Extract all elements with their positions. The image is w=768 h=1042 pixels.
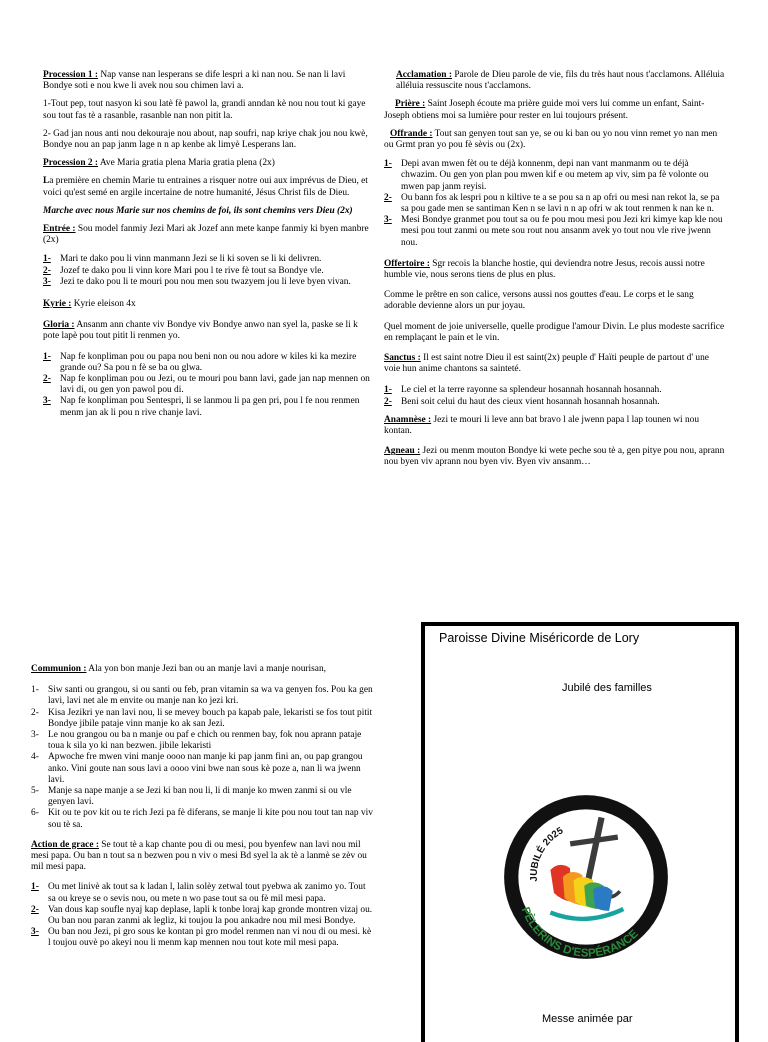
item-number: 3- — [31, 730, 39, 741]
list-item — [43, 254, 373, 265]
item-text: Ou met linivè ak tout sa k ladan l, lalin solèy zetwal tout pyebwa ak zanimo yo. Tout sa ou kreye se o sevis nou, ou mete n wo pase tout sa ou fè mil mesi papa. — [48, 882, 366, 904]
kyrie-block — [43, 299, 373, 310]
action-label: Action de grace : — [31, 839, 99, 850]
item-text: Beni soit celui du haut des cieux vient hosannah hosannah hosannah. — [401, 396, 660, 407]
item-number: 3- — [384, 215, 392, 226]
communion-block — [31, 664, 373, 675]
item-text: Van dous kap soufle nyaj kap deplase, lapli k tonbe loraj kap gronde montren vizaj ou. Ou ban nou paran zanmi ak legliz, ki toujou la pou ankadre nou mil mesi Bondye. — [48, 904, 373, 927]
item-text: Siw santi ou grangou, si ou santi ou feb, pran vitamin sa wa va genyen fos. Pou ka gen lavi, lavi net ale m envite ou manje nan ko jezi kri. — [48, 685, 373, 707]
acclamation-block — [384, 70, 726, 92]
item-number: 1- — [43, 351, 51, 362]
communion-list — [31, 685, 373, 831]
list-item — [43, 266, 373, 277]
item-text: Ou bann fos ak lespri pou n kiltive te a se pou sa n ap ofri ou mesi nan rekot la, se pa sa pou gade men se santiman Ken n se lavi n n ap ofri w ak tout renmen k nan ke n. — [401, 192, 720, 215]
entree-text: Sou model fanmiy Jezi Mari ak Jozef ann mete kanpe fanmiy ki byen manbre (2x) — [43, 224, 369, 246]
agneau-label: Agneau : — [384, 446, 421, 457]
communion-label: Communion : — [31, 664, 87, 674]
logo-jubile-path: JUBILÉ 2025 — [528, 825, 566, 882]
item-number: 3- — [31, 927, 39, 938]
item-number: 1- — [384, 159, 392, 170]
priere-block — [384, 99, 726, 121]
list-item — [31, 905, 373, 927]
marche-refrain: Marche avec nous Marie sur nos chemins de foi, ils sont chemins vers Dieu (2x) — [43, 205, 353, 216]
comme-verse: Comme le prêtre en son calice, versons aussi nos gouttes d'eau. Le corps et le sang adorable devienne alors un pur joyau. — [384, 290, 694, 312]
item-number: 1- — [31, 882, 39, 893]
list-item — [43, 352, 373, 374]
list-item — [384, 215, 726, 249]
offertoire-label: Offertoire : — [384, 258, 430, 269]
item-text: Kit ou te pov kit ou te rich Jezi pa fè diferans, se manje li kite pou nou tout tan nap viv sou tè sa. — [48, 808, 373, 830]
sanctus-label: Sanctus : — [384, 353, 421, 364]
kyrie-label: Kyrie : — [43, 299, 72, 310]
action-list — [31, 882, 373, 949]
item-text: Ou ban nou Jezi, pi gro sous ke kontan pi gro model renmen nan vi nou di ou mesi. kè l toujou ouvè po akeyi nou li menm kap mennen nou tout kote mil mesi papa. — [48, 927, 372, 949]
right-top-column — [384, 70, 726, 476]
offrande-text: Tout san genyen tout san ye, se ou ki ban ou yo nou vinn remet yo nan men ou Grmt pran yo pou fè sèvis ou (2x). — [384, 128, 718, 151]
item-text: Jozef te dako pou li vinn kore Mari pou l te rive fè tout sa Bondye vle. — [60, 265, 324, 276]
item-text: Manje sa nape manje a se Jezi ki ban nou li, li di manje ko mwen zanmi si ou vle genyen lavi. — [48, 786, 352, 808]
list-item — [31, 927, 373, 949]
sanctus-list — [384, 385, 726, 407]
maria-intro-letter: L — [43, 176, 50, 187]
item-text: Nap fe konpliman pou ou papa nou beni non ou nou adore w kiles ki ka mezire grande ou? Sa pou n fè se ba ou glwa. — [60, 351, 357, 373]
item-number: 3- — [43, 396, 51, 407]
item-number: 2- — [384, 396, 392, 407]
procession1-verse2: 2- Gad jan nous anti nou dekouraje nou about, nap soufri, nap kriye chak jou nou kwè, Bondye nou an pap janm lage n n ap kenbe ak limyè Lesperans lan. — [43, 128, 368, 151]
sanctus-block — [384, 353, 726, 375]
item-number: 5- — [31, 786, 39, 797]
item-text: Mari te dako pou li vinn manmann Jezi se li ki soven se li ki delivren. — [60, 254, 322, 265]
jubilee-logo — [497, 788, 675, 966]
pilgrim-blue — [593, 886, 613, 911]
item-number: 1- — [31, 685, 39, 696]
item-number: 6- — [31, 808, 39, 819]
item-number: 4- — [31, 752, 39, 763]
cover-panel — [421, 622, 739, 1042]
item-number: 1- — [384, 385, 392, 396]
item-text: Mesi Bondye granmet pou tout sa ou fe pou mou mesi pou Jezi kri kimye kap kle nou mesi pou tout zanmi ou mete sou rout nou ansanm avek yo tout nou vle rive jwenn nou. — [401, 215, 723, 248]
gloria-text: Ansanm ann chante viv Bondye viv Bondye anwo nan syel la, paske se li k pote lapè pou tout pitit li renmen yo. — [43, 320, 358, 342]
item-number: 2- — [31, 904, 39, 915]
list-item — [31, 808, 373, 830]
action-text: Se tout tè a kap chante pou di ou mesi, pou byenfew nan lavi nou mil mesi papa. Ou ban n tout sa n bezwen pou n viv o mesi Bd syel la ak tè a lanmè se zèv ou mil mesi papa. — [31, 839, 367, 873]
procession2-text: Ave Maria gratia plena Maria gratia plena (2x) — [99, 158, 275, 169]
sanctus-text: Il est saint notre Dieu il est saint(2x) peuple d' Haïti peuple de partout d' une voie hun anime chantons sa sainteté. — [384, 353, 709, 375]
kyrie-text: Kyrie eleison 4x — [73, 299, 136, 310]
offrande-block — [384, 129, 726, 151]
anamnese-label: Anamnèse : — [384, 414, 432, 425]
procession1-block — [43, 70, 373, 92]
action-block — [31, 840, 373, 874]
list-item — [31, 708, 373, 730]
list-item — [43, 374, 373, 396]
cover-subtitle: Jubilé des familles — [562, 682, 652, 694]
entree-label: Entrée : — [43, 224, 76, 235]
maria-intro-text: a première en chemin Marie tu entraines a risquer notre oui aux imprévus de Dieu, et voici qu'est semé en argile incertaine de notre humanité, Jésus Christ fils de Dieu. — [43, 176, 368, 198]
procession1-verse1: 1-Tout pep, tout nasyon ki sou latè fè pawol la, grandi anndan kè nou nou tout ki gaye sou tout fas tè a rasanble, rasanble nan non pitit la. — [43, 99, 366, 121]
cover-footer: Messe animée par — [542, 1013, 633, 1025]
anamnese-block — [384, 415, 726, 437]
parish-title: Paroisse Divine Miséricorde de Lory — [439, 631, 640, 645]
agneau-text: Jezi ou menm mouton Bondye ki wete peche sou tè a, gen pitye pou nou, aprann nou byen viv aprann nou byen viv. Byen viv ansanm… — [384, 446, 725, 468]
procession1-text: Nap vanse nan lesperans se dife lespri a ki nan nou. Se nan li lavi Bondye soti e nou kwe li avek nou sou chimen lavi a. — [43, 70, 346, 92]
list-item — [31, 685, 373, 707]
list-item — [31, 882, 373, 904]
communion-text: Ala yon bon manje Jezi ban ou an manje lavi a manje nourisan, — [86, 664, 326, 674]
acclamation-text: Parole de Dieu parole de vie, fils du très haut nous t'acclamons. Alléluia alléluia ressuscite nous t'acclamons. — [396, 70, 725, 92]
item-text: Le nou grangou ou ba n manje ou paf e chich ou renmen bay, fok nou aprann pataje toua k sila yo ki nan bezwen. jibile lekaristi — [48, 730, 362, 752]
gloria-block — [43, 320, 373, 342]
item-number: 2- — [43, 265, 51, 276]
item-text: Le ciel et la terre rayonne sa splendeur hosannah hosannah hosannah. — [401, 385, 662, 396]
procession2-block — [43, 158, 373, 169]
offertoire-block — [384, 259, 726, 281]
list-item — [384, 159, 726, 193]
item-text: Nap fe konpliman pou ou Jezi, ou te mouri pou bann lavi, gade jan nap mennen on lavi di, ou gen yon pawol pou di. — [60, 374, 370, 396]
list-item — [31, 730, 373, 752]
offrande-list — [384, 159, 726, 249]
quel-verse: Quel moment de joie universelle, quelle prodigue l'amour Divin. Le plus modeste sacrifice en remplaçant le pain et le vin. — [384, 321, 725, 343]
item-text: Apwoche fre mwen vini manje oooo nan manje ki pap janm fini an, ou pap grangou anko. Vini goute nan sous lavi a oooo vini bwe nan sous kè poze a, nan li wa jwenn lavi. — [48, 752, 363, 785]
item-number: 1- — [43, 254, 51, 265]
procession1-label: Procession 1 : — [43, 70, 99, 80]
gloria-list — [43, 352, 373, 419]
logo-pelerins-path: PÈLERINS D'ESPÉRANCE — [518, 905, 641, 960]
item-text: Kisa Jezikri ye nan lavi nou, li se mevey bouch pa kapab pale, lekaristi se fos tout pitit Bondye jibile pataje vinn manje ko ak san Jezi. — [48, 707, 373, 729]
entree-block — [43, 224, 373, 246]
anamnese-text: Jezi te mouri li leve ann bat bravo l ale jwenn papa l lap tounen wi nou kontan. — [384, 414, 700, 437]
offertoire-text: Sgr recois la blanche hostie, qui deviendra notre Jesus, recois aussi notre humble vie, nous serons tiens de plus en plus. — [384, 258, 705, 281]
priere-label: Prière : — [395, 99, 426, 110]
list-item — [43, 396, 373, 418]
entree-list — [43, 254, 373, 288]
offrande-label: Offrande : — [390, 128, 433, 139]
acclamation-label: Acclamation : — [396, 70, 452, 80]
left-bottom-column — [31, 664, 373, 957]
procession2-label: Procession 2 : — [43, 158, 99, 169]
item-text: Depi avan mwen fèt ou te déjà konnenm, depi nan vant manmanm ou te déjà chwazim. Ou gen yon plan pou mwen kif e ou metem ap viv, sim pa fè volonte ou mwen pap janm reyisi. — [401, 159, 709, 192]
priere-text: Saint Joseph écoute ma prière guide moi vers lui comme un enfant, Saint- Joseph obtiens moi sa lumière pour rester en lui toujours présent. — [384, 99, 705, 121]
gloria-label: Gloria : — [43, 320, 75, 331]
item-number: 2- — [384, 192, 392, 203]
list-item — [384, 397, 726, 408]
item-number: 2- — [43, 374, 51, 385]
list-item — [384, 385, 726, 396]
maria-intro — [43, 176, 373, 198]
item-number: 2- — [31, 707, 39, 718]
list-item — [384, 193, 726, 215]
left-top-column — [43, 70, 373, 426]
item-number: 3- — [43, 276, 51, 287]
list-item — [43, 277, 373, 288]
list-item — [31, 786, 373, 808]
list-item — [31, 752, 373, 786]
agneau-block — [384, 446, 726, 468]
item-text: Nap fe konpliman pou Sentespri, li se lanmou li pa gen pri, pou l fe nou renmen menm jan ak li pou n rive chanje lavi. — [60, 396, 360, 418]
item-text: Jezi te dako pou li te mouri pou nou men sou twazyem jou li leve byen vivan. — [60, 276, 351, 287]
